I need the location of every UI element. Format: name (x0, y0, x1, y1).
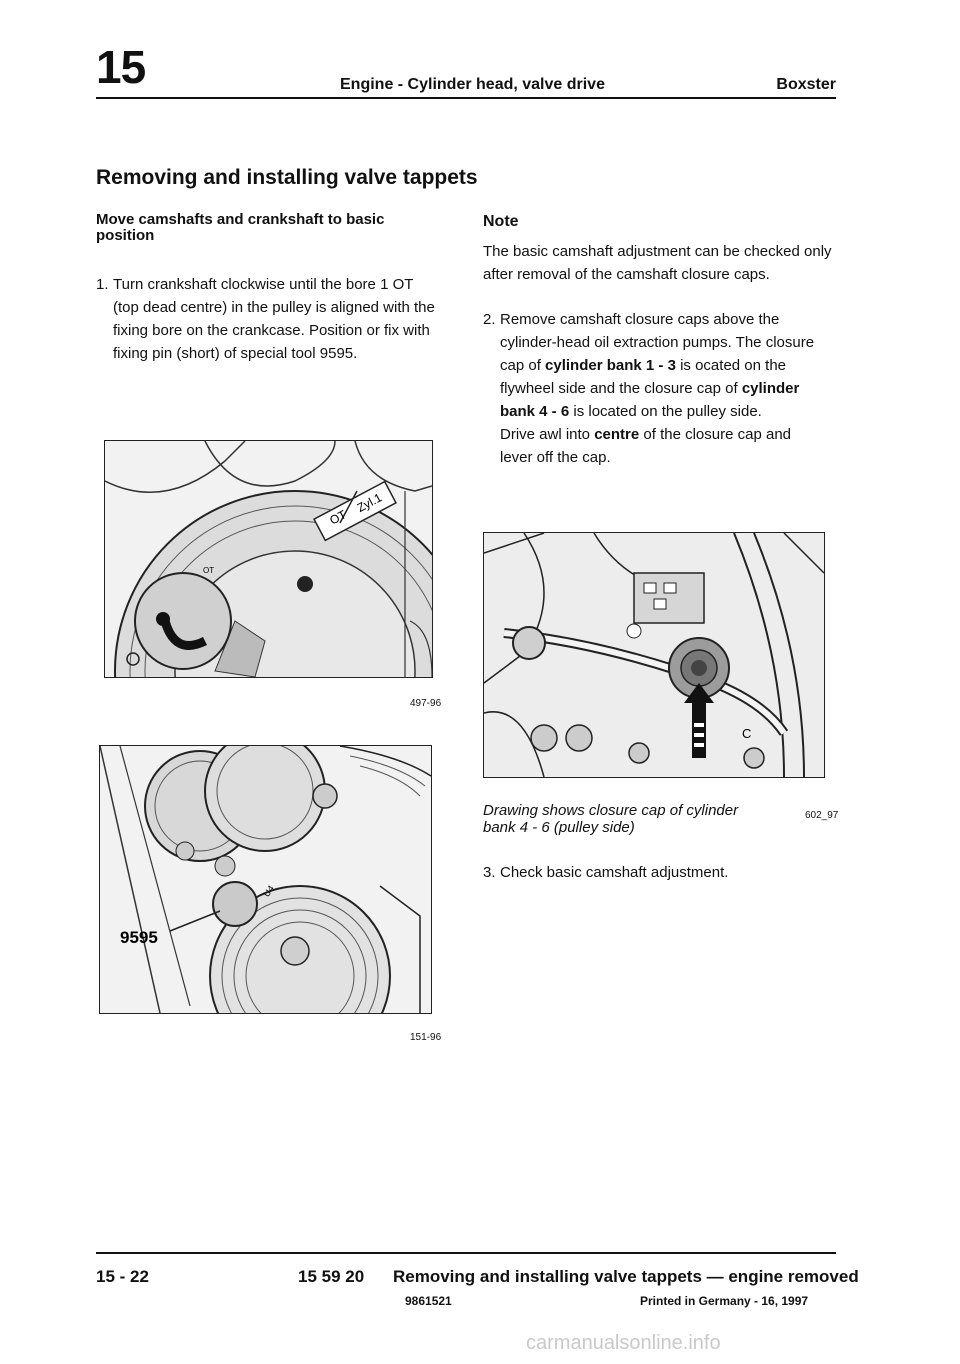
header-model: Boxster (776, 76, 836, 93)
pulley-small-ot-label: OT (203, 566, 215, 575)
figure-code-602: 602_97 (805, 810, 839, 821)
step-1-number: 1. (96, 276, 109, 293)
watermark: carmanualsonline.info (526, 1332, 721, 1354)
pulley-ot-label: OT (327, 507, 349, 528)
figure-code-151: 151-96 (410, 1032, 442, 1043)
step-2-number: 2. (483, 311, 496, 328)
cylinder-bank-1-3: cylinder bank 1 - 3 (545, 357, 676, 374)
step-2-text: Remove camshaft closure caps above the cylinder-head oil extraction pumps. The closure cap of cylinder bank 1 - 3 is ocated on the flywheel side and the closure cap of cylinder bank 4 - 6 is located on the pulley side. Drive awl into centre of the closure cap and lever off the cap. (500, 311, 815, 466)
step-3-text: Check basic camshaft adjustment. (500, 864, 729, 881)
pulley-figure (104, 440, 433, 678)
closure-cap-c-label: C (742, 726, 752, 741)
step-3-number: 3. (483, 864, 496, 881)
figure-caption: Drawing shows closure cap of cylinder bank 4 - 6 (pulley side) (483, 802, 739, 836)
footer-title: Removing and installing valve tappets — engine removed (393, 1267, 859, 1286)
closure-cap-figure (483, 532, 825, 778)
step-3 (483, 861, 823, 884)
note-title: Note (483, 213, 519, 230)
step-2 (483, 308, 823, 469)
footer-part-number: 9861521 (405, 1294, 452, 1308)
section-title: Removing and installing valve tappets (96, 166, 478, 189)
header-rule (96, 97, 836, 99)
figure-code-497: 497-96 (410, 698, 442, 709)
note-text: The basic camshaft adjustment can be checked only after removal of the camshaft closure caps. (483, 243, 832, 283)
chapter-number: 15 (96, 41, 146, 93)
cylinder-bank-4-6: cylinder bank 4 - 6 (500, 380, 800, 420)
footer-printed: Printed in Germany - 16, 1997 (640, 1294, 809, 1308)
step-1-text: Turn crankshaft clockwise until the bore 1 OT (top dead centre) in the pulley is aligned with the fixing bore on the crankcase. Position or fix with fixing pin (short) of special tool 9595. (113, 276, 435, 362)
step-1 (96, 273, 436, 365)
left-subheading: Move camshafts and crankshaft to basic position (96, 211, 385, 244)
header-title: Engine - Cylinder head, valve drive (340, 76, 605, 93)
centre-emphasis: centre (594, 426, 640, 443)
tool-number-label: 9595 (120, 928, 158, 947)
tool-u4-label: U4 (261, 883, 277, 899)
footer-page-number: 15 - 22 (96, 1267, 149, 1286)
special-tool-figure (99, 745, 432, 1014)
footer-operation-code: 15 59 20 (298, 1267, 365, 1286)
footer-rule (96, 1252, 836, 1254)
pulley-cylinder-label: Zyl.1 (354, 490, 385, 515)
